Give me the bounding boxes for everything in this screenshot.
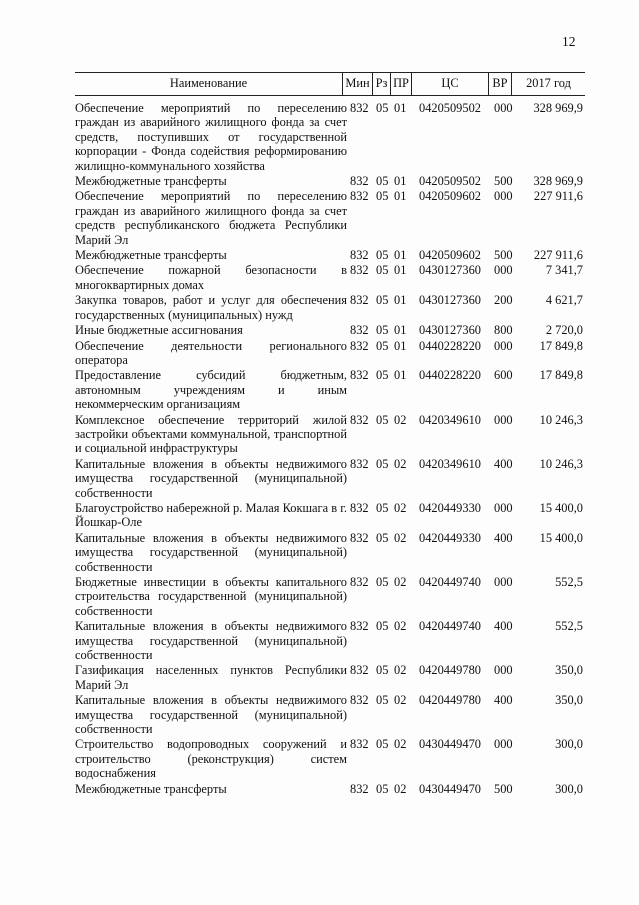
header-cs: ЦС [441, 76, 459, 90]
row-amount: 10 246,3 [539, 412, 583, 427]
row-pr: 02 [394, 412, 407, 427]
row-name: Капитальные вложения в объекты недвижимого имущества государственной (муниципальной) собственности [75, 530, 347, 574]
row-min: 832 [350, 737, 369, 752]
row-min: 832 [350, 663, 369, 678]
row-min: 832 [350, 293, 369, 308]
row-pr: 02 [394, 693, 407, 708]
row-amount: 328 969,9 [533, 174, 583, 189]
table-row [75, 248, 585, 262]
row-rz: 05 [376, 663, 389, 678]
row-cs: 0430449470 [419, 781, 481, 796]
row-min: 832 [350, 412, 369, 427]
row-name: Газификация населенных пунктов Республики Марий Эл [75, 663, 347, 692]
row-rz: 05 [376, 693, 389, 708]
row-amount: 15 400,0 [539, 500, 583, 515]
row-min: 832 [350, 323, 369, 338]
table-body [75, 101, 585, 796]
row-pr: 02 [394, 737, 407, 752]
table-row [75, 619, 585, 662]
row-vr: 600 [494, 368, 513, 383]
table-row [75, 339, 585, 368]
row-pr: 02 [394, 781, 407, 796]
row-pr: 01 [394, 368, 407, 383]
row-name: Обеспечение деятельности регионального оператора [75, 338, 347, 367]
row-cs: 0420509602 [419, 189, 481, 204]
row-cs: 0420449740 [419, 575, 481, 589]
table-row [75, 782, 585, 796]
row-pr: 02 [394, 575, 407, 589]
row-name: Обеспечение мероприятий по переселению граждан из аварийного жилищного фонда за счет средств республиканского бюджета Республики Марий Эл [75, 189, 347, 247]
row-min: 832 [350, 263, 369, 278]
row-name: Капитальные вложения в объекты недвижимого имущества государственной (муниципальной) собственности [75, 693, 347, 737]
row-cs: 0420449740 [419, 619, 481, 634]
row-vr: 400 [494, 530, 513, 545]
row-rz: 05 [376, 189, 389, 204]
row-cs: 0440228220 [419, 338, 481, 353]
row-rz: 05 [376, 781, 389, 796]
row-rz: 05 [376, 737, 389, 752]
row-name: Благоустройство набережной р. Малая Кокшага в г. Йошкар-Оле [75, 500, 347, 530]
row-vr: 500 [494, 248, 513, 263]
budget-table [75, 72, 585, 797]
row-vr: 400 [494, 456, 513, 471]
row-vr: 000 [494, 412, 513, 427]
row-vr: 200 [494, 293, 513, 308]
row-vr: 000 [494, 101, 513, 115]
row-name: Строительство водопроводных сооружений и строительство (реконструкция) систем водоснабжения [75, 737, 347, 781]
row-name: Комплексное обеспечение территорий жилой застройки объектами коммунальной, транспортной и социальной инфраструктуры [75, 412, 347, 456]
row-min: 832 [350, 781, 369, 796]
row-rz: 05 [376, 338, 389, 353]
table-row [75, 663, 585, 692]
row-name: Обеспечение мероприятий по переселению граждан из аварийного жилищного фонда за счет средств, поступивших от государственной корпорации - Фонда содействия реформированию жилищно-коммунального хозяйства [75, 101, 347, 173]
table-row [75, 189, 585, 247]
row-amount: 17 849,8 [539, 368, 583, 383]
row-name: Межбюджетные трансферты [75, 248, 227, 263]
row-name: Межбюджетные трансферты [75, 781, 227, 796]
row-amount: 10 246,3 [539, 456, 583, 471]
row-min: 832 [350, 174, 369, 189]
row-vr: 000 [494, 500, 513, 515]
row-amount: 328 969,9 [533, 101, 583, 115]
table-row [75, 693, 585, 736]
row-rz: 05 [376, 412, 389, 427]
row-vr: 000 [494, 737, 513, 752]
header-min: Мин [345, 76, 370, 90]
page-number: 12 [562, 34, 576, 49]
row-pr: 01 [394, 174, 407, 189]
row-amount: 227 911,6 [533, 248, 583, 263]
row-cs: 0430127360 [419, 293, 481, 308]
row-min: 832 [350, 500, 369, 515]
row-rz: 05 [376, 293, 389, 308]
table-row [75, 501, 585, 530]
row-cs: 0420349610 [419, 412, 481, 427]
row-pr: 01 [394, 263, 407, 278]
row-vr: 500 [494, 174, 513, 189]
row-name: Обеспечение пожарной безопасности в многоквартирных домах [75, 263, 347, 292]
row-cs: 0420349610 [419, 456, 481, 471]
row-pr: 01 [394, 248, 407, 263]
row-vr: 000 [494, 263, 513, 278]
table-row [75, 101, 585, 173]
table-row [75, 457, 585, 500]
row-rz: 05 [376, 368, 389, 383]
row-cs: 0430127360 [419, 263, 481, 278]
row-pr: 01 [394, 189, 407, 204]
row-name: Иные бюджетные ассигнования [75, 323, 243, 338]
row-rz: 05 [376, 530, 389, 545]
table-row [75, 293, 585, 322]
table-header [75, 72, 585, 96]
row-vr: 000 [494, 575, 513, 589]
row-amount: 15 400,0 [539, 530, 583, 545]
header-rz: Рз [375, 76, 388, 90]
row-rz: 05 [376, 456, 389, 471]
row-amount: 7 341,7 [545, 263, 583, 278]
row-rz: 05 [376, 619, 389, 634]
table-row [75, 413, 585, 456]
row-name: Бюджетные инвестиции в объекты капитального строительства государственной (муниципальной) собственности [75, 575, 347, 618]
row-amount: 17 849,8 [539, 338, 583, 353]
row-cs: 0420449330 [419, 530, 481, 545]
header-pr: ПР [393, 76, 409, 90]
row-amount: 552,5 [555, 619, 583, 634]
table-row [75, 531, 585, 574]
row-rz: 05 [376, 174, 389, 189]
row-cs: 0420509502 [419, 174, 481, 189]
row-vr: 500 [494, 781, 513, 796]
row-amount: 4 621,7 [545, 293, 583, 308]
row-min: 832 [350, 575, 369, 589]
row-rz: 05 [376, 101, 389, 115]
row-pr: 02 [394, 619, 407, 634]
table-row [75, 575, 585, 618]
row-amount: 350,0 [555, 663, 583, 678]
table-row [75, 174, 585, 188]
row-pr: 02 [394, 663, 407, 678]
row-vr: 800 [494, 323, 513, 338]
row-name: Капитальные вложения в объекты недвижимого имущества государственной (муниципальной) собственности [75, 456, 347, 500]
table-row [75, 737, 585, 780]
row-vr: 400 [494, 619, 513, 634]
row-cs: 0430127360 [419, 323, 481, 338]
row-amount: 300,0 [555, 737, 583, 752]
row-min: 832 [350, 456, 369, 471]
table-row [75, 323, 585, 337]
table-row [75, 263, 585, 292]
row-pr: 01 [394, 323, 407, 338]
row-min: 832 [350, 368, 369, 383]
row-rz: 05 [376, 500, 389, 515]
row-name: Предоставление субсидий бюджетным, автономным учреждениям и иным некоммерческим организациям [75, 368, 347, 412]
row-pr: 01 [394, 293, 407, 308]
row-amount: 227 911,6 [533, 189, 583, 204]
row-pr: 01 [394, 338, 407, 353]
row-vr: 000 [494, 338, 513, 353]
row-min: 832 [350, 619, 369, 634]
row-min: 832 [350, 530, 369, 545]
row-cs: 0440228220 [419, 368, 481, 383]
row-pr: 01 [394, 101, 407, 115]
row-amount: 350,0 [555, 693, 583, 708]
header-name: Наименование [169, 76, 248, 90]
row-vr: 000 [494, 189, 513, 204]
header-year: 2017 год [526, 76, 571, 90]
row-rz: 05 [376, 263, 389, 278]
row-min: 832 [350, 101, 369, 115]
row-vr: 400 [494, 693, 513, 708]
row-min: 832 [350, 189, 369, 204]
row-pr: 02 [394, 456, 407, 471]
row-pr: 02 [394, 530, 407, 545]
table-row [75, 368, 585, 411]
row-cs: 0420509502 [419, 101, 481, 115]
row-cs: 0420509602 [419, 248, 481, 263]
row-name: Закупка товаров, работ и услуг для обеспечения государственных (муниципальных) нужд [75, 293, 347, 322]
row-rz: 05 [376, 248, 389, 263]
row-rz: 05 [376, 323, 389, 338]
row-min: 832 [350, 248, 369, 263]
row-min: 832 [350, 693, 369, 708]
row-rz: 05 [376, 575, 389, 589]
row-name: Межбюджетные трансферты [75, 174, 227, 189]
row-amount: 2 720,0 [545, 323, 583, 338]
row-cs: 0420449780 [419, 663, 481, 678]
row-amount: 552,5 [555, 575, 583, 589]
row-amount: 300,0 [555, 781, 583, 796]
row-cs: 0430449470 [419, 737, 481, 752]
header-vr: ВР [492, 76, 508, 90]
row-name: Капитальные вложения в объекты недвижимого имущества государственной (муниципальной) собственности [75, 619, 347, 663]
row-cs: 0420449330 [419, 500, 481, 515]
row-pr: 02 [394, 500, 407, 515]
row-min: 832 [350, 338, 369, 353]
row-vr: 000 [494, 663, 513, 678]
row-cs: 0420449780 [419, 693, 481, 708]
